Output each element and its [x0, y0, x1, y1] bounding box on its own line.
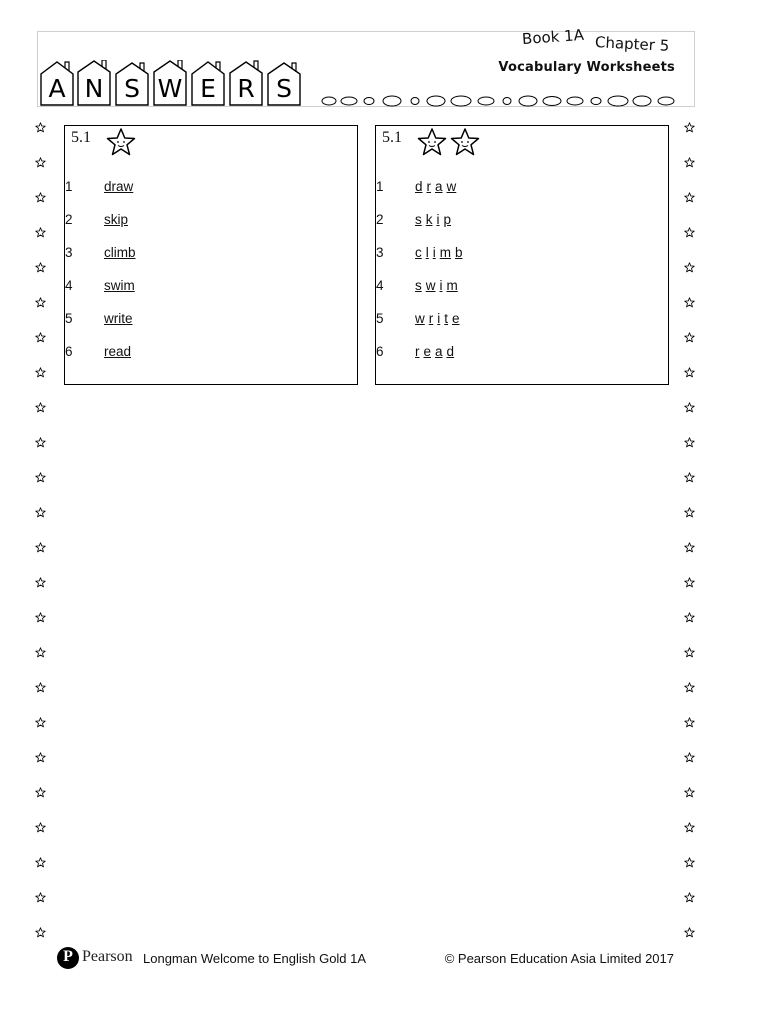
border-star-icon [684, 398, 698, 412]
copyright-notice: © Pearson Education Asia Limited 2017 [444, 951, 674, 966]
border-star-icon [684, 258, 698, 272]
chapter-label: Chapter 5 [594, 33, 670, 55]
border-star-icon [35, 748, 49, 762]
letter-answer [415, 245, 467, 260]
border-star-icon [684, 433, 698, 447]
border-star-icon [684, 293, 698, 307]
answer-letter: i [432, 245, 436, 260]
item-number: 1 [65, 179, 73, 194]
border-star-icon [684, 468, 698, 482]
worksheet-subtitle: Vocabulary Worksheets [498, 60, 675, 75]
border-star-icon [684, 328, 698, 342]
border-star-icon [684, 923, 698, 937]
book-label: Book 1A [521, 25, 585, 49]
border-star-icon [684, 363, 698, 377]
oval-decoration [321, 95, 681, 107]
border-star-icon [684, 748, 698, 762]
border-star-icon [35, 328, 49, 342]
border-star-icon [35, 398, 49, 412]
border-star-icon [684, 853, 698, 867]
border-star-icon [684, 643, 698, 657]
border-star-icon [35, 468, 49, 482]
border-star-icon [35, 643, 49, 657]
answer-letter: s [415, 212, 422, 227]
border-star-icon [35, 608, 49, 622]
answer-row [376, 311, 668, 331]
answer-box-one-star [64, 125, 358, 385]
answer-row [376, 245, 668, 265]
letter-answer [415, 179, 460, 194]
letter-answer [415, 344, 458, 359]
exercise-number: 5.1 [382, 129, 402, 146]
page-footer [57, 947, 677, 973]
answer-row [376, 212, 668, 232]
border-star-icon [35, 573, 49, 587]
border-star-icon [35, 818, 49, 832]
answer-word: write [104, 311, 133, 326]
answer-letter: d [415, 179, 423, 194]
border-star-icon [684, 713, 698, 727]
answer-letter: m [439, 245, 451, 260]
answer-word: read [104, 344, 132, 359]
publisher-name: Pearson [82, 948, 133, 965]
answer-letter: e [423, 344, 432, 359]
answer-letter: b [455, 245, 463, 260]
item-number: 4 [65, 278, 73, 293]
border-star-icon [35, 363, 49, 377]
answer-letter: m [446, 278, 458, 293]
answer-letter: a [435, 179, 443, 194]
border-star-icon [684, 538, 698, 552]
border-star-icon [684, 503, 698, 517]
difficulty-stars-icon [416, 127, 482, 159]
answer-word: climb [104, 245, 136, 260]
border-star-icon [684, 818, 698, 832]
banner-letter: W [157, 74, 183, 103]
item-number: 6 [376, 344, 384, 359]
banner-letter: S [276, 74, 292, 103]
banner-letter: E [200, 74, 216, 103]
answer-letter: p [443, 212, 452, 227]
answer-letter: i [437, 311, 441, 326]
border-star-icon [35, 678, 49, 692]
answer-row [65, 179, 357, 199]
border-star-icon [684, 608, 698, 622]
answer-row [65, 278, 357, 298]
border-star-icon [35, 923, 49, 937]
answer-letter: w [446, 179, 457, 194]
item-number: 3 [376, 245, 384, 260]
answers-banner [40, 60, 318, 106]
answer-letter: c [415, 245, 422, 260]
border-star-icon [684, 678, 698, 692]
border-star-icon [35, 503, 49, 517]
answer-letter: r [415, 344, 420, 359]
letter-answer [415, 278, 462, 293]
item-number: 2 [376, 212, 384, 227]
banner-letter: A [48, 74, 66, 103]
answer-letter: w [415, 311, 425, 326]
border-star-icon [35, 293, 49, 307]
answer-letter: w [425, 278, 436, 293]
answer-letter: r [428, 311, 434, 326]
border-star-icon [684, 783, 698, 797]
answer-row [65, 245, 357, 265]
item-number: 6 [65, 344, 73, 359]
banner-letter: S [124, 74, 140, 103]
border-star-icon [684, 888, 698, 902]
answer-row [376, 179, 668, 199]
answer-letter: a [435, 344, 443, 359]
answer-box-two-star [375, 125, 669, 385]
border-star-icon [684, 223, 698, 237]
answer-letter: t [444, 311, 449, 326]
answer-row [376, 278, 668, 298]
border-star-icon [35, 153, 49, 167]
answer-row [65, 212, 357, 232]
letter-answer [415, 311, 464, 326]
border-star-icon [684, 118, 698, 132]
item-number: 2 [65, 212, 73, 227]
exercise-number: 5.1 [71, 129, 91, 146]
border-star-icon [35, 188, 49, 202]
border-star-icon [35, 538, 49, 552]
answer-word: swim [104, 278, 135, 293]
answer-row [65, 311, 357, 331]
item-number: 3 [65, 245, 73, 260]
answer-letter: i [439, 278, 443, 293]
answer-letter: i [436, 212, 440, 227]
border-star-icon [35, 433, 49, 447]
border-star-icon [35, 223, 49, 237]
border-star-icon [684, 573, 698, 587]
item-number: 1 [376, 179, 384, 194]
answer-letter: l [425, 245, 429, 260]
border-star-icon [35, 888, 49, 902]
border-star-icon [684, 153, 698, 167]
border-star-icon [35, 258, 49, 272]
logo-letter: P [63, 948, 73, 965]
book-title: Longman Welcome to English Gold 1A [143, 951, 367, 966]
border-star-icon [35, 783, 49, 797]
answer-letter: k [425, 212, 433, 227]
banner-letter: R [237, 74, 255, 103]
answer-letter: e [452, 311, 460, 326]
answer-letter: d [446, 344, 455, 359]
banner-letter: N [84, 74, 104, 103]
border-star-icon [684, 188, 698, 202]
letter-answer [415, 212, 455, 227]
border-star-icon [35, 853, 49, 867]
answer-letter: r [426, 179, 432, 194]
item-number: 5 [376, 311, 384, 326]
difficulty-star-icon [105, 127, 137, 157]
item-number: 5 [65, 311, 73, 326]
border-star-icon [35, 118, 49, 132]
border-star-icon [35, 713, 49, 727]
answer-letter: s [415, 278, 422, 293]
pearson-logo-icon [57, 947, 79, 969]
item-number: 4 [376, 278, 384, 293]
answer-word: skip [104, 212, 129, 227]
answer-row [65, 344, 357, 364]
answer-row [376, 344, 668, 364]
page-header [37, 25, 695, 107]
answer-word: draw [104, 179, 134, 194]
